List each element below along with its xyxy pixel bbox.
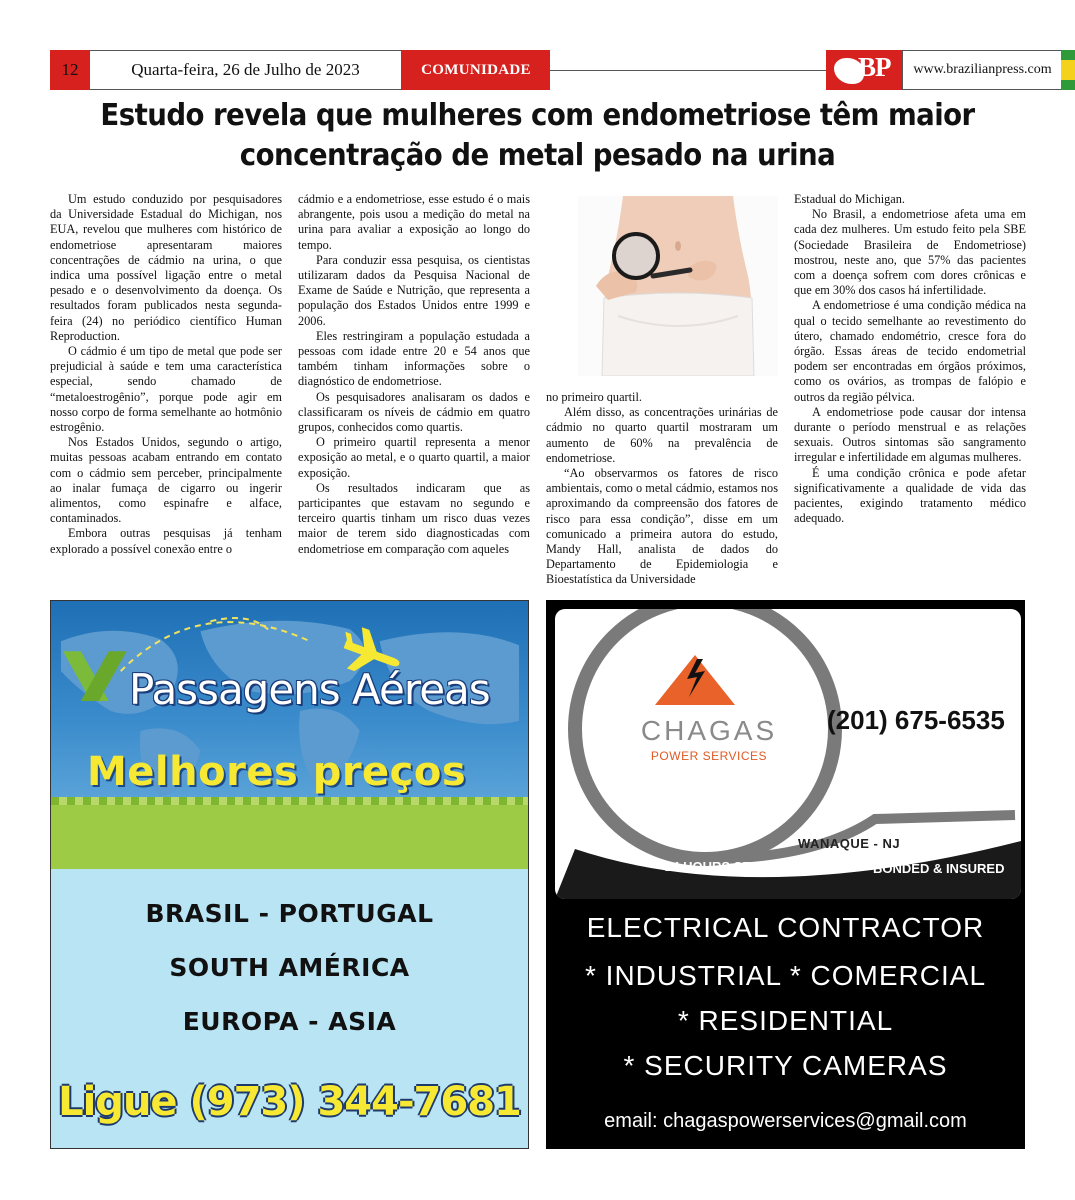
paragraph: Estadual do Michigan. <box>794 192 905 206</box>
paragraph: O primeiro quartil representa a menor exposição ao metal, e o quarto quartil, a maior exposição. <box>298 435 530 480</box>
service-line: ELECTRICAL CONTRACTOR <box>586 912 985 943</box>
paragraph: Além disso, as concentrações urinárias de cádmio no quarto quartil mostraram um aumento de 60% na prevalência de endometriose. <box>546 405 778 465</box>
headline-line-2: concentração de metal pesado na urina <box>239 138 836 173</box>
destination-line: EUROPA - ASIA <box>182 1007 397 1036</box>
green-band <box>51 797 528 869</box>
paragraph: Os pesquisadores analisaram os dados e classificaram os níveis de cádmio em quatro grupos, conhecidos como quartis. <box>298 389 530 435</box>
paragraph: Um estudo conduzido por pesquisadores da Universidade Estadual do Michigan, nos EUA, revelou que mulheres com histórico de endometriose apresentaram maiores concentrações de cádmio na urina, o que indica uma possível ligação entre o metal pesado e o desenvolvimento da doença. Os resultados foram publicados nesta segunda-feira (24) no periódico científico Human Reproduction. <box>50 192 282 343</box>
company-location: WANAQUE - NJ <box>798 836 901 851</box>
service-line: * RESIDENTIAL <box>677 1005 894 1036</box>
page-header <box>50 50 1052 90</box>
paragraph: A endometriose é uma condição médica na qual o tecido semelhante ao revestimento do útero, chamado endométrio, cresce fora do órgão. Essas áreas de tecido endometrial podem ser encontradas em órgãos próximos, como os ovários, as trompas de falópio e outros da região pélvica. <box>794 298 1026 404</box>
article-column-3 <box>546 390 778 588</box>
publication-logo <box>826 50 902 90</box>
paragraph: É uma condição crônica e pode afetar significativamente a qualidade de vida das pacientes, exigindo tratamento médico adequado. <box>794 465 1026 526</box>
ad-subtitle: Melhores preços <box>87 749 467 795</box>
paragraph: cádmio e a endometriose, esse estudo é o mais abrangente, pois usou a medição do metal na urina para avaliar a exposição ao longo do tempo. <box>298 192 530 252</box>
article-headline <box>89 96 986 176</box>
paragraph: Eles restringiram a população estudada a pessoas com idade entre 20 e 54 anos que também tinham informações sobre o diagnóstico de endometriose. <box>298 328 530 389</box>
article-column-4 <box>794 192 1026 526</box>
electrical-advertisement <box>546 600 1025 1149</box>
woman-magnifier-illustration <box>578 196 778 376</box>
paragraph: no primeiro quartil. <box>546 390 642 404</box>
business-card <box>555 609 1021 899</box>
grass-edge <box>51 797 528 805</box>
travel-advertisement <box>50 600 529 1149</box>
page-number: 12 <box>50 50 90 90</box>
ad-title: Passagens Aéreas <box>129 665 490 714</box>
ad-phone: Ligue (973) 344-7681 <box>58 1079 521 1125</box>
article-photo <box>578 196 778 376</box>
triangle-logo-icon <box>655 655 735 705</box>
company-subtitle: POWER SERVICES <box>650 749 768 763</box>
destination-line: BRASIL - PORTUGAL <box>145 899 434 928</box>
paragraph: Os resultados indicaram que as participantes que estavam no segundo e terceiro quartis tinham um risco duas vezes maior de terem sido diagnosticadas com endometriose em comparação com aqueles <box>298 480 530 556</box>
flag-stripe <box>1061 50 1075 90</box>
card-graphic <box>555 609 1021 899</box>
paragraph: No Brasil, a endometriose afeta uma em cada dez mulheres. Um estudo feito pela SBE (Sociedade Brasileira de Endometriose) mostrou, neste ano, que 57% das pacientes com a doença sofrem com dores crônicas e que em 30% dos casos há infertilidade. <box>794 207 1026 298</box>
paragraph: O cádmio é um tipo de metal que pode ser prejudicial à saúde e tem uma característica especial, sendo chamado de “metaloestrogênio”, porque pode agir em nosso corpo de forma semelhante ao hotmônio estrogênio. <box>50 344 282 435</box>
section-label: COMUNIDADE <box>402 50 550 90</box>
issue-date: Quarta-feira, 26 de Julho de 2023 <box>90 50 402 90</box>
article-column-1 <box>50 192 282 557</box>
paragraph: Nos Estados Unidos, segundo o artigo, muitas pessoas acabam entrando em contato com o cádmio sem perceber, principalmente ao inalar fumaça de cigarro ou ingerir alimentos, como espinafre e alface, contaminados. <box>50 435 282 526</box>
service-line: * SECURITY CAMERAS <box>623 1050 948 1081</box>
website-url: www.brazilianpress.com <box>902 50 1063 90</box>
service-line: * INDUSTRIAL * COMERCIAL <box>584 960 987 991</box>
company-name: CHAGAS <box>640 715 778 746</box>
header-rule <box>550 70 826 71</box>
headline-line-1: Estudo revela que mulheres com endometriose têm maior <box>100 98 975 133</box>
company-phone: (201) 675-6535 <box>827 705 1005 735</box>
bonded-insured: BONDED & INSURED <box>873 861 1005 876</box>
logo-text: BP <box>858 52 891 82</box>
paragraph: Para conduzir essa pesquisa, os cientistas utilizaram dados da Pesquisa Nacional de Exame de Saúde e Nutrição, que representa a população dos Estados Unidos entre 1999 e 2006. <box>298 252 530 328</box>
contact-email: email: chagaspowerservices@gmail.com <box>604 1110 967 1132</box>
paragraph: “Ao observarmos os fatores de risco ambientais, como o metal cádmio, estamos nos aproximando da compreensão dos fatores de risco para essa condição”, disse em um comunicado a primeira autora do estudo, Mandy Hall, analista de dados do Departamento de Epidemiologia e Bioestatística da Universidade <box>546 466 778 587</box>
paragraph: A endometriose pode causar dor intensa durante o período menstrual e as relações sexuais. Outros sintomas são sangramento irregular e infertilidade em algumas mulheres. <box>794 404 1026 465</box>
article-column-2 <box>298 192 530 557</box>
service-hours: 24 HOURS SERVICES <box>665 859 800 874</box>
paragraph: Embora outras pesquisas já tenham explorado a possível conexão entre o <box>50 526 282 556</box>
destination-line: SOUTH AMÉRICA <box>169 953 410 982</box>
